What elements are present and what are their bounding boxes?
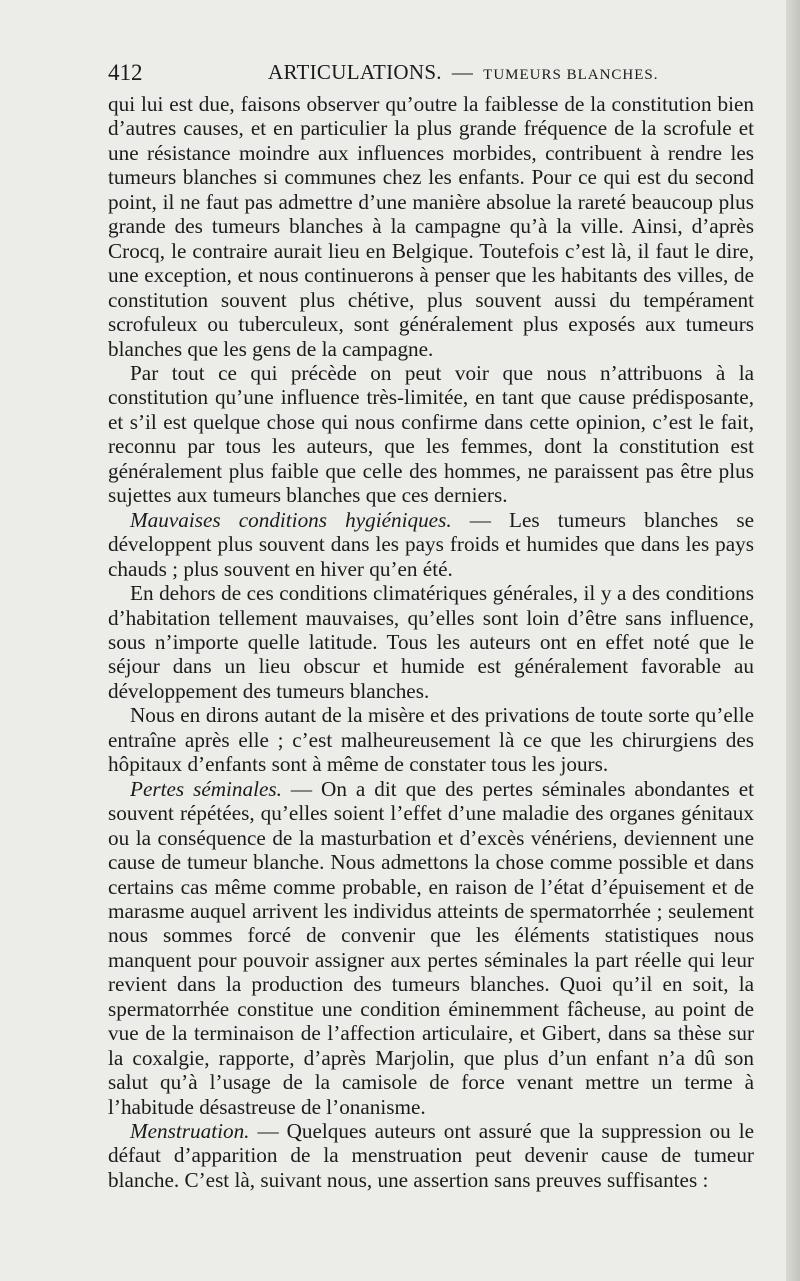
running-head-dash: — bbox=[451, 60, 474, 84]
page-number: 412 bbox=[108, 60, 143, 85]
section-rubric: Menstruation. bbox=[130, 1119, 250, 1144]
paragraph bbox=[108, 703, 754, 776]
paragraph bbox=[108, 777, 754, 1119]
paragraph bbox=[108, 581, 754, 703]
paragraph-text: qui lui est due, faisons observer qu’outre la faiblesse de la constitution bien d’autres causes, et en particulier la plus grande fréquence de la scrofule et une résistance moindre aux influences morbides, contribuent à rendre les tumeurs blanches si communes chez les enfants. Pour ce qui est du second point, il ne faut pas admettre d’une manière absolue la rareté beaucoup plus grande des tumeurs blanches à la campagne qu’à la ville. Ainsi, d’après Crocq, le contraire aurait lieu en Belgique. Toutefois c’est là, il faut le dire, une exception, et nous continuerons à penser que les habitants des villes, de constitution souvent plus chétive, plus souvent aussi du tempérament scrofuleux ou tuberculeux, sont généralement plus exposés aux tumeurs blanches que les gens de la campagne. bbox=[108, 92, 754, 361]
page-header bbox=[108, 56, 754, 90]
paragraph bbox=[108, 92, 754, 361]
paragraph bbox=[108, 1119, 754, 1192]
paragraph bbox=[108, 361, 754, 508]
running-head bbox=[268, 60, 659, 85]
paragraph-text: Nous en dirons autant de la misère et des privations de toute sorte qu’elle entraîne après elle ; c’est malheureusement là ce que les chirurgiens des hôpitaux d’enfants sont à même de constater tous les jours. bbox=[108, 703, 754, 777]
paragraph-text: En dehors de ces conditions climatériques générales, il y a des conditions d’habitation tellement mauvaises, qu’elles sont loin d’être sans influence, sous n’importe quelle latitude. Tous les auteurs ont en effet noté que le séjour dans un lieu obscur et humide est généralement favorable au développement des tumeurs blanches. bbox=[108, 581, 754, 703]
page-edge bbox=[786, 0, 800, 1281]
running-head-title: ARTICULATIONS. bbox=[268, 60, 442, 84]
section-rubric: Mauvaises conditions hygiéniques. bbox=[130, 507, 452, 532]
paragraph bbox=[108, 508, 754, 581]
paragraph-text: — Quelques auteurs ont assuré que la suppression ou le défaut d’apparition de la menstruation peut devenir cause de tumeur blanche. C’est là, suivant nous, une assertion sans preuves suffisantes : bbox=[108, 1119, 754, 1192]
running-head-subtitle: TUMEURS BLANCHES. bbox=[483, 67, 659, 83]
paragraph-text: — On a dit que des pertes séminales abondantes et souvent répétées, qu’elles soient l’effet d’une maladie des organes génitaux ou la conséquence de la masturbation et d’excès vénériens, deviennent une cause de tumeur blanche. Nous admettons la chose comme possible et dans certains cas même comme probable, en raison de l’état d’épuisement et de marasme auquel arrivent les individus atteints de spermatorrhée ; seulement nous sommes forcé de convenir que les éléments statistiques nous manquent pour pouvoir assigner aux pertes séminales la part réelle qui leur revient dans la production des tumeurs blanches. Quoi qu’il en soit, la spermatorrhée constitue une condition éminemment fâcheuse, au point de vue de la terminaison de l’affection articulaire, et Gibert, dans sa thèse sur la coxalgie, rapporte, d’après Marjolin, que plus d’un enfant n’a dû son salut qu’à l’usage de la camisole de force venant mettre un terme à l’habitude désastreuse de l’onanisme. bbox=[108, 776, 754, 1119]
section-rubric: Pertes séminales. bbox=[130, 776, 282, 801]
paragraph-text: Par tout ce qui précède on peut voir que nous n’attribuons à la constitution qu’une influence très-limitée, en tant que cause prédisposante, et s’il est quelque chose qui nous confirme dans cette opinion, c’est le fait, reconnu par tous les auteurs, que les femmes, dont la constitution est généralement plus faible que celle des hommes, ne paraissent pas être plus sujettes aux tumeurs blanches que ces derniers. bbox=[108, 360, 754, 508]
paragraph-text: — Les tumeurs blanches se développent plus souvent dans les pays froids et humides que dans les pays chauds ; plus souvent en hiver qu’en été. bbox=[108, 507, 754, 581]
body-text bbox=[108, 92, 754, 1192]
